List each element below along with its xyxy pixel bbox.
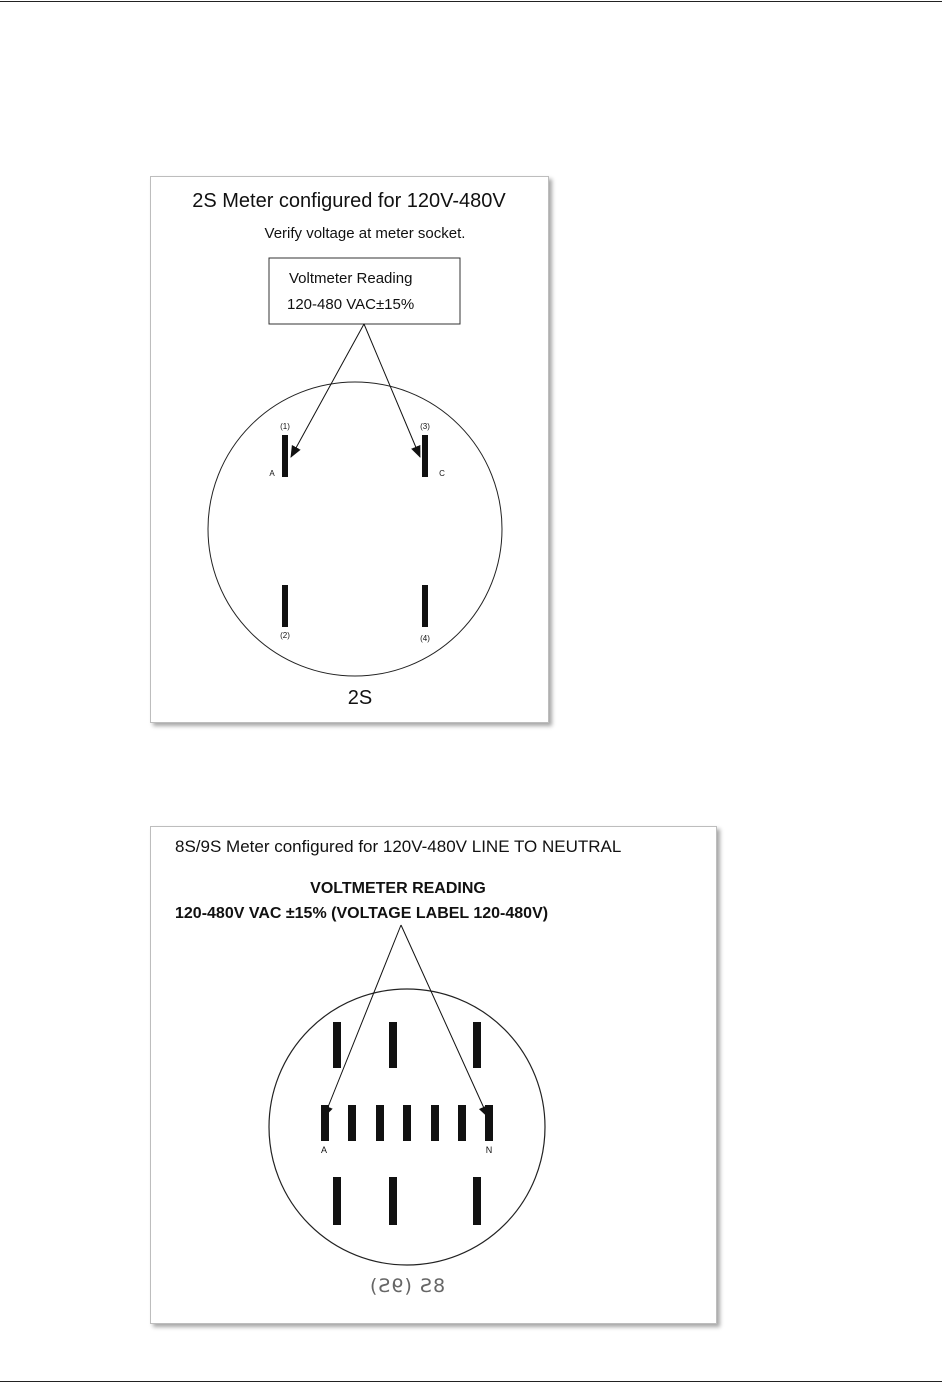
diagram-8s-reading-label: VOLTMETER READING	[310, 880, 486, 897]
blade-mid-5	[431, 1105, 439, 1141]
terminal-blade-3	[422, 435, 428, 477]
blade-mid-4	[403, 1105, 411, 1141]
terminal-label-2: (2)	[280, 631, 290, 640]
blade-top-right	[473, 1022, 481, 1068]
blade-mid-2	[348, 1105, 356, 1141]
terminal-label-3: (3)	[420, 422, 430, 431]
diagram-2s-form-label: 2S	[347, 687, 373, 709]
diagram-2s-title: 2S Meter configured for 120V-480V	[192, 190, 506, 212]
voltmeter-reading-value: 120-480 VAC±15%	[287, 296, 415, 313]
terminal-blade-2	[282, 585, 288, 627]
blade-bottom-middle	[389, 1177, 397, 1225]
arrow-to-terminal-a	[291, 324, 364, 457]
diagram-8s-reading-value: 120-480V VAC ±15% (VOLTAGE LABEL 120-480V)	[175, 905, 549, 922]
arrow-to-terminal-c	[364, 324, 420, 457]
terminal-label-c: C	[439, 469, 445, 478]
blade-bottom-right	[473, 1177, 481, 1225]
blade-mid-n	[485, 1105, 493, 1141]
diagram-2s-subtitle: Verify voltage at meter socket.	[264, 225, 466, 242]
blade-top-middle	[389, 1022, 397, 1068]
voltmeter-reading-box	[269, 258, 460, 324]
diagram-2s-svg	[151, 177, 548, 722]
arrow-to-terminal-n-8s	[401, 925, 488, 1117]
terminal-label-4: (4)	[420, 634, 430, 643]
arrow-to-terminal-a-8s	[324, 925, 401, 1117]
meter-socket-circle	[208, 382, 502, 676]
blade-mid-6	[458, 1105, 466, 1141]
terminal-blade-1	[282, 435, 288, 477]
diagram-8s-title: 8S/9S Meter configured for 120V-480V LINE TO NEUTRAL	[175, 837, 622, 856]
blade-mid-3	[376, 1105, 384, 1141]
terminal-blade-4	[422, 585, 428, 627]
diagram-8s-svg	[151, 827, 716, 1323]
blade-mid-a	[321, 1105, 329, 1141]
bottom-rule	[0, 1381, 942, 1382]
top-rule	[0, 1, 942, 2]
blade-top-left	[333, 1022, 341, 1068]
voltmeter-reading-label: Voltmeter Reading	[289, 270, 413, 287]
blade-bottom-left	[333, 1177, 341, 1225]
terminal-label-a: A	[269, 469, 275, 478]
diagram-8s-panel	[150, 826, 717, 1324]
diagram-8s-form-label: 8S (9S)	[368, 1275, 446, 1297]
terminal-label-n-8s: N	[485, 1145, 493, 1155]
terminal-label-1: (1)	[280, 422, 290, 431]
diagram-2s-panel	[150, 176, 549, 723]
terminal-label-a-8s: A	[320, 1145, 328, 1155]
